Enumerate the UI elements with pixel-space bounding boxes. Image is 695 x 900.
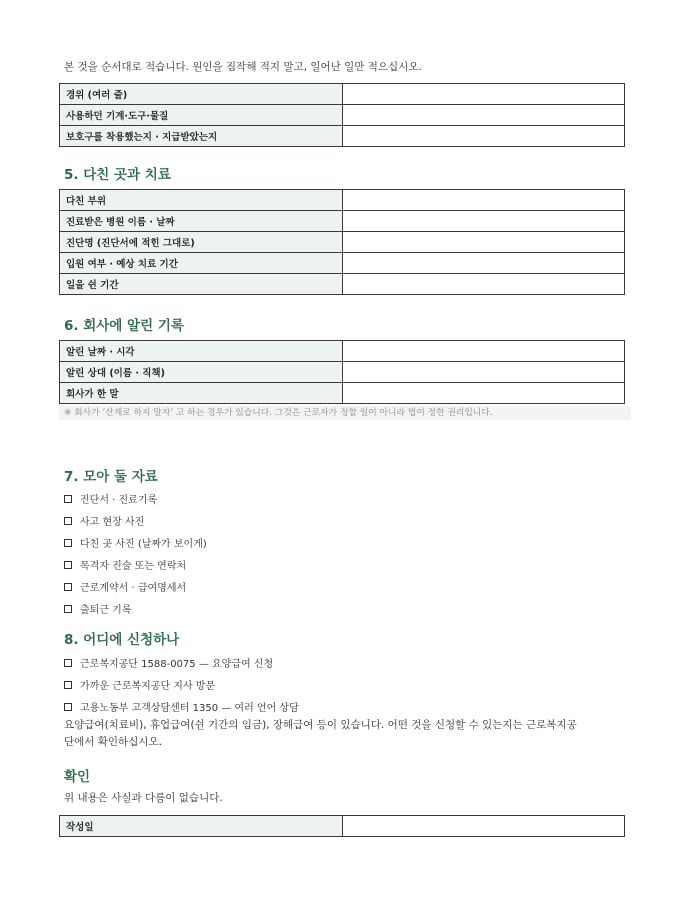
checkbox-icon[interactable] xyxy=(64,539,72,547)
field-input[interactable] xyxy=(343,362,625,383)
checkbox-icon[interactable] xyxy=(64,583,72,591)
checklist-label: 출퇴근 기록 xyxy=(80,605,132,616)
table-row xyxy=(60,84,625,105)
table-row xyxy=(60,190,625,211)
info-paragraph-line: 요양급여(치료비), 휴업급여(쉰 기간의 임금), 장해급여 등이 있습니다. 어떤 것을 신청할 수 있는지는 근로복지공 xyxy=(64,719,577,731)
field-label: 알린 상대 (이름 · 직책) xyxy=(60,362,343,383)
info-paragraph-line: 단에서 확인하십시오. xyxy=(64,736,162,748)
report-table xyxy=(59,340,625,404)
field-input[interactable] xyxy=(343,190,625,211)
date-table xyxy=(59,815,625,837)
intro-text: 본 것을 순서대로 적습니다. 원인을 짐작해 적지 말고, 일어난 일만 적으십시오. xyxy=(64,61,422,73)
checklist-item[interactable] xyxy=(64,655,273,670)
checklist-label: 고용노동부 고객상담센터 1350 — 여러 언어 상담 xyxy=(80,703,299,714)
checklist-item[interactable] xyxy=(64,535,207,550)
field-input[interactable] xyxy=(343,274,625,295)
table-row xyxy=(60,253,625,274)
checklist-label: 다친 곳 사진 (날짜가 보이게) xyxy=(80,539,207,550)
table-row xyxy=(60,274,625,295)
checklist-label: 진단서 · 진료기록 xyxy=(80,495,158,506)
field-input[interactable] xyxy=(343,232,625,253)
checklist-item[interactable] xyxy=(64,579,186,594)
section-heading: 6. 회사에 알린 기록 xyxy=(64,318,184,334)
field-input[interactable] xyxy=(343,341,625,362)
field-label: 진료받은 병원 이름 · 날짜 xyxy=(60,211,343,232)
field-input[interactable] xyxy=(343,383,625,404)
field-input[interactable] xyxy=(343,816,625,837)
field-label: 회사가 한 말 xyxy=(60,383,343,404)
field-input[interactable] xyxy=(343,84,625,105)
checklist-label: 근로복지공단 1588-0075 — 요양급여 신청 xyxy=(80,659,274,670)
field-label: 경위 (여러 줄) xyxy=(60,84,343,105)
field-label: 작성일 xyxy=(60,816,343,837)
checklist-item[interactable] xyxy=(64,513,144,528)
checklist-item[interactable] xyxy=(64,699,299,714)
table-row xyxy=(60,362,625,383)
checkbox-icon[interactable] xyxy=(64,605,72,613)
table-row xyxy=(60,341,625,362)
field-input[interactable] xyxy=(343,253,625,274)
field-label: 진단명 (진단서에 적힌 그대로) xyxy=(60,232,343,253)
section-heading: 8. 어디에 신청하나 xyxy=(64,632,180,648)
table-row xyxy=(60,232,625,253)
checkbox-icon[interactable] xyxy=(64,703,72,711)
confirm-text: 위 내용은 사실과 다름이 없습니다. xyxy=(64,792,223,804)
checklist-item[interactable] xyxy=(64,491,157,506)
injury-table xyxy=(59,189,625,295)
table-row xyxy=(60,383,625,404)
checklist-label: 목격자 진술 또는 연락처 xyxy=(80,561,187,572)
field-label: 알린 날짜 · 시각 xyxy=(60,341,343,362)
table-row xyxy=(60,126,625,147)
field-input[interactable] xyxy=(343,105,625,126)
checklist-item[interactable] xyxy=(64,601,131,616)
checkbox-icon[interactable] xyxy=(64,681,72,689)
checklist-item[interactable] xyxy=(64,557,186,572)
field-label: 입원 여부 · 예상 치료 기간 xyxy=(60,253,343,274)
checkbox-icon[interactable] xyxy=(64,495,72,503)
table-row xyxy=(60,105,625,126)
section-heading: 7. 모아 둘 자료 xyxy=(64,469,158,485)
checkbox-icon[interactable] xyxy=(64,659,72,667)
table-row xyxy=(60,211,625,232)
section-heading: 확인 xyxy=(64,769,91,785)
field-label: 사용하던 기계·도구·물질 xyxy=(60,105,343,126)
warning-note: ※ 회사가 ‘산재로 하지 말자’ 고 하는 경우가 있습니다. 그것은 근로자가 정할 일이 아니라 법이 정한 권리입니다. xyxy=(59,406,631,420)
field-input[interactable] xyxy=(343,126,625,147)
checkbox-icon[interactable] xyxy=(64,517,72,525)
field-label: 일을 쉰 기간 xyxy=(60,274,343,295)
checklist-label: 가까운 근로복지공단 지사 방문 xyxy=(80,681,216,692)
incident-table xyxy=(59,83,625,147)
field-input[interactable] xyxy=(343,211,625,232)
field-label: 다친 부위 xyxy=(60,190,343,211)
table-row xyxy=(60,816,625,837)
checkbox-icon[interactable] xyxy=(64,561,72,569)
field-label: 보호구를 착용했는지 · 지급받았는지 xyxy=(60,126,343,147)
section-heading: 5. 다친 곳과 치료 xyxy=(64,167,171,183)
checklist-label: 근로계약서 · 급여명세서 xyxy=(80,583,187,594)
checklist-item[interactable] xyxy=(64,677,215,692)
checklist-label: 사고 현장 사진 xyxy=(80,517,145,528)
